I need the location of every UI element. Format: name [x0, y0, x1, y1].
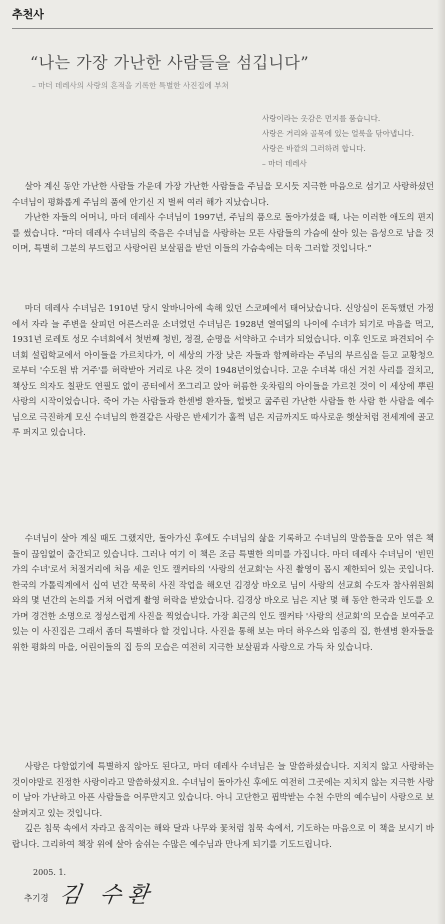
- body-paragraph: 살아 계신 동안 가난한 사람들 가운데 가장 가난한 사람들을 주님을 모시듯 지극한 마음으로 섬기고 사랑하셨던 수녀님이 평화롭게 주님의 품에 안기신 지 벌써 여러 해가 지났습니다.: [12, 182, 434, 208]
- body-block: [12, 532, 434, 656]
- epigraph-line: 사랑은 거리와 골목에 있는 얼룩을 닦아냅니다.: [262, 129, 414, 138]
- section-label: 추천사: [12, 8, 44, 21]
- section-divider: [12, 28, 433, 29]
- body-paragraph: 사랑은 다함없기에 특별하지 않아도 된다고, 마더 데레사 수녀님은 늘 말씀하셨습니다. 지치지 않고 사랑하는 것이야말로 진정한 사랑이라고 말씀하셨지요. 수녀님이 돌아가신 후에도 여전히 그곳에는 지치지 않는 지극한 사랑이 남아 가난하고 아픈 사람들을 어루만지고 있습니다. 아니 고단한고 핍박받는 수천 수만의 예수님이 사랑으로 보살펴지고 있는 것입니다.: [12, 762, 434, 819]
- epigraph: [262, 111, 438, 171]
- signature: 김 수환: [57, 883, 157, 908]
- epigraph-attribution: – 마더 데레사: [262, 159, 307, 168]
- body-paragraph: 마더 데레사 수녀님은 1910년 당시 알바니아에 속해 있던 스코페에서 태어났습니다. 신앙심이 돈독했던 가정에서 자라 늘 주변을 살피던 어른스러운 소녀였던 수녀님은 1928년 열여덟의 나이에 수녀가 되기로 마음을 먹고, 1931년 로레토 성모 수녀회에서 첫번째 청빈, 정결, 순명을 서약하고 수녀가 되었습니다. 이후 인도로 파견되어 수녀회 설립학교에서 아이들을 가르치다가, 이 세상의 가장 낮은 자들과 함께하라는 주님의 부르심을 듣고 교황청으로부터 '수도원 밖 거주'를 허락받아 거리로 나온 것이 1948년이었습니다. 고운 수녀복 대신 거친 사리를 걸치고, 책상도 의자도 칠판도 연필도 없이 공터에서 쪼그리고 앉아 허름한 옷차림의 아이들을 가르친 것이 이 세상에 뿌린 사랑의 시작이었습니다. 죽어 가는 사람들과 한센병 환자들, 헐벗고 굶주린 가난한 사람들 한 사람 한 사람을 예수님으로 극진하게 모신 수녀님의 한결같은 사랑은 반세기가 훌쩍 넘은 지금까지도 따사로운 햇살처럼 전세계에 골고루 퍼지고 있습니다.: [12, 304, 434, 438]
- page-title: “나는 가장 가난한 사람들을 섬깁니다”: [30, 53, 310, 72]
- epigraph-line: 사랑이라는 옷감은 먼지를 품습니다.: [262, 114, 381, 123]
- body-block: [12, 180, 434, 258]
- page-edge-shadow: [437, 0, 445, 924]
- body-paragraph: 수녀님이 살아 계실 때도 그랬지만, 돌아가신 후에도 수녀님의 삶을 기록하고 수녀님의 말씀들을 모아 엮은 책들이 끊임없이 출간되고 있습니다. 그러나 여기 이 책은 조금 특별한 의미를 가집니다. 마더 데레사 수녀님이 '빈민가의 수녀'로서 처절거리에 처음 세운 인도 캘커타의 '사랑의 선교회'는 사진 촬영이 몹시 제한되어 있는 곳입니다. 한국의 가톨릭계에서 십여 년간 묵묵히 사진 작업을 해오던 김경상 바오로 님이 사랑의 선교회 수도자 참사위원회와의 몇 년간의 논의를 거쳐 어렵게 촬영 허락을 받았습니다. 김경상 바오로 님은 지난 몇 해 동안 한국과 인도를 오가며 경건한 소명으로 정성스럽게 사진을 찍었습니다. 가장 최근의 인도 캘커타 '사랑의 선교회'의 모습을 보여주고 있는 이 사진집은 그래서 좀더 특별하다 할 것입니다. 사진을 통해 보는 마더 하우스와 임종의 집, 한센병 환자들을 위한 평화의 마을, 어린이들의 집 등의 모습은 여전히 지극한 보살핌과 사랑으로 가득 차 있습니다.: [12, 534, 434, 653]
- body-paragraph: 깊은 침묵 속에서 자라고 움직이는 해와 달과 나무와 꽃처럼 침묵 속에서, 기도하는 마음으로 이 책을 보시기 바랍니다. 그리하여 책장 위에 살아 숨쉬는 수많은 예수님과 만나게 되기를 기도드립니다.: [12, 824, 434, 850]
- body-block: [12, 302, 434, 442]
- body-paragraph: 가난한 자들의 어머니, 마더 데레사 수녀님이 1997년, 주님의 품으로 돌아가셨을 때, 나는 이러한 애도의 편지를 썼습니다. “마더 데레사 수녀님의 죽음은 수녀님을 사랑하는 모든 사람들의 가슴에 살아 있는 음성으로 남을 것이며, 특별히 그분의 부드럽고 사랑어린 보살핌을 받던 이들의 가슴속에는 더욱 그러할 것입니다.”: [12, 213, 434, 254]
- body-block: [12, 760, 434, 853]
- page-subtitle: – 마더 데레사의 사랑의 흔적을 기록한 특별한 사진집에 부쳐: [32, 81, 229, 90]
- date: 2005. 1.: [33, 868, 67, 877]
- byline: 추기경: [24, 894, 49, 904]
- epigraph-line: 사랑은 바깥의 그러하려 합니다.: [262, 144, 366, 153]
